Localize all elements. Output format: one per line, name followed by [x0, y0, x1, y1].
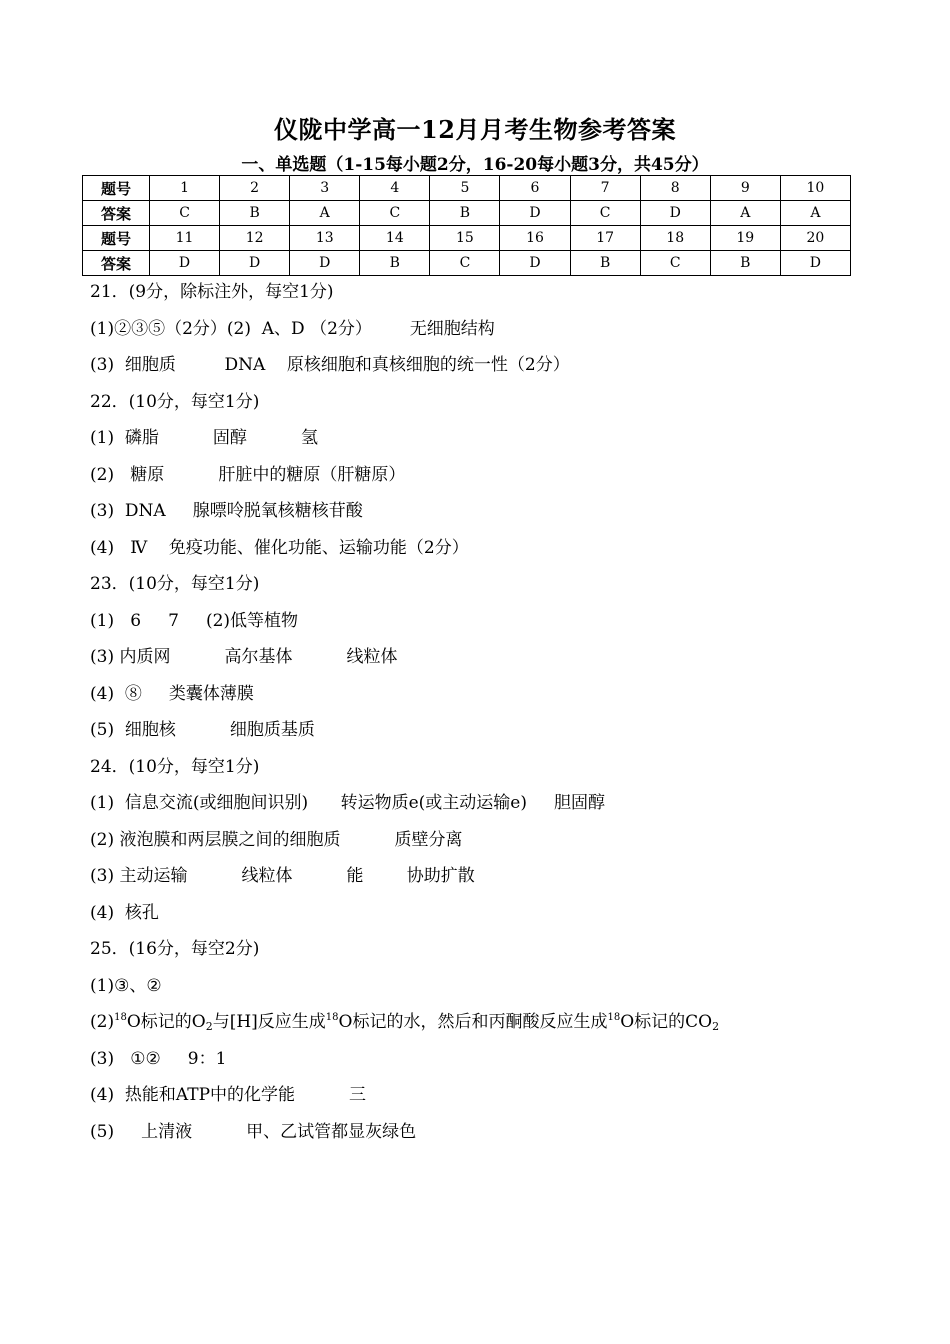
answer-line: (4) 核孔: [90, 903, 159, 923]
table-cell: C: [150, 201, 220, 226]
table-cell: A: [710, 201, 780, 226]
answer-line: (4) ⑧ 类囊体薄膜: [90, 684, 254, 704]
answer-line: (5) 细胞核 细胞质基质: [90, 720, 315, 740]
text-segment: O标记的O: [126, 1012, 206, 1032]
answer-line: (3) 主动运输 线粒体 能 协助扩散: [90, 866, 475, 886]
answer-line: (4) 热能和ATP中的化学能 三: [90, 1085, 367, 1105]
page-title: 仪陇中学高一12月月考生物参考答案: [274, 115, 676, 144]
table-cell: 16: [500, 226, 570, 251]
answer-line: (3) 内质网 高尔基体 线粒体: [90, 647, 398, 667]
superscript: 18: [114, 1012, 127, 1023]
text-segment: O标记的水，然后和丙酮酸反应生成: [338, 1012, 608, 1032]
table-cell: 1: [150, 176, 220, 201]
answer-line: (3) DNA 腺嘌呤脱氧核糖核苷酸: [90, 501, 363, 521]
answer-line: (1) 磷脂 固醇 氢: [90, 428, 318, 448]
table-row: [83, 226, 851, 251]
table-cell: 5: [430, 176, 500, 201]
table-cell: 11: [150, 226, 220, 251]
table-cell: 2: [220, 176, 290, 201]
superscript: 18: [607, 1012, 621, 1023]
table-cell: 4: [360, 176, 430, 201]
answer-line: (1) 6 7 (2)低等植物: [90, 611, 299, 631]
table-cell: D: [780, 251, 850, 276]
table-cell: D: [500, 251, 570, 276]
table-cell: 14: [360, 226, 430, 251]
table-row: [83, 201, 851, 226]
table-cell: D: [150, 251, 220, 276]
table-cell: A: [290, 201, 360, 226]
table-cell: B: [360, 251, 430, 276]
table-cell: D: [220, 251, 290, 276]
table-cell: 6: [500, 176, 570, 201]
question-25-heading: 25．(16分，每空2分): [90, 939, 260, 959]
table-cell: 12: [220, 226, 290, 251]
table-cell: B: [570, 251, 640, 276]
section-heading: 一、单选题（1-15每小题2分，16-20每小题3分，共45分）: [241, 155, 709, 175]
table-cell: C: [640, 251, 710, 276]
question-23-heading: 23．(10分，每空1分): [90, 574, 260, 594]
table-cell: 17: [570, 226, 640, 251]
table-cell: 18: [640, 226, 710, 251]
answer-line: (2) 液泡膜和两层膜之间的细胞质 质壁分离: [90, 830, 463, 850]
table-cell: 13: [290, 226, 360, 251]
table-row: [83, 176, 851, 201]
table-cell: B: [710, 251, 780, 276]
table-cell: 19: [710, 226, 780, 251]
table-cell: C: [430, 251, 500, 276]
question-22-heading: 22．(10分，每空1分): [90, 392, 260, 412]
table-cell: D: [640, 201, 710, 226]
table-cell: 15: [430, 226, 500, 251]
table-cell: 20: [780, 226, 850, 251]
answer-line: (1)③、②: [90, 976, 162, 996]
table-cell: 7: [570, 176, 640, 201]
table-cell: 9: [710, 176, 780, 201]
subscript: 2: [205, 1020, 213, 1033]
table-cell: 3: [290, 176, 360, 201]
table-cell: D: [500, 201, 570, 226]
text-segment: (2): [90, 1012, 115, 1032]
table-cell: 8: [640, 176, 710, 201]
answer-line-isotope: [90, 1011, 719, 1033]
table-row: [83, 251, 851, 276]
answer-line: (1)②③⑤（2分）(2) A、D （2分） 无细胞结构: [90, 319, 495, 339]
answer-line: (1) 信息交流(或细胞间识别) 转运物质e(或主动运输e) 胆固醇: [90, 793, 605, 813]
answer-line: (3) 细胞质 DNA 原核细胞和真核细胞的统一性（2分）: [90, 355, 570, 375]
row-label: 题号: [83, 226, 150, 251]
table-cell: 10: [780, 176, 850, 201]
table-cell: A: [780, 201, 850, 226]
answer-line: (5) 上清液 甲、乙试管都显灰绿色: [90, 1122, 417, 1142]
table-cell: C: [360, 201, 430, 226]
table-cell: D: [290, 251, 360, 276]
answer-line: (4) Ⅳ 免疫功能、催化功能、运输功能（2分）: [90, 538, 469, 558]
answer-table: [82, 175, 851, 276]
table-cell: B: [430, 201, 500, 226]
subscript: 2: [712, 1020, 720, 1033]
row-label: 答案: [83, 201, 150, 226]
table-cell: C: [570, 201, 640, 226]
text-segment: O标记的CO: [620, 1012, 713, 1032]
table-cell: B: [220, 201, 290, 226]
question-24-heading: 24．(10分，每空1分): [90, 757, 260, 777]
row-label: 答案: [83, 251, 150, 276]
answer-line: (2) 糖原 肝脏中的糖原（肝糖原）: [90, 465, 406, 485]
answer-line: (3) ①② 9：1: [90, 1049, 227, 1069]
text-segment: 与[H]反应生成: [212, 1012, 326, 1032]
row-label: 题号: [83, 176, 150, 201]
question-21-heading: 21．(9分，除标注外，每空1分): [90, 282, 334, 302]
superscript: 18: [325, 1012, 339, 1023]
